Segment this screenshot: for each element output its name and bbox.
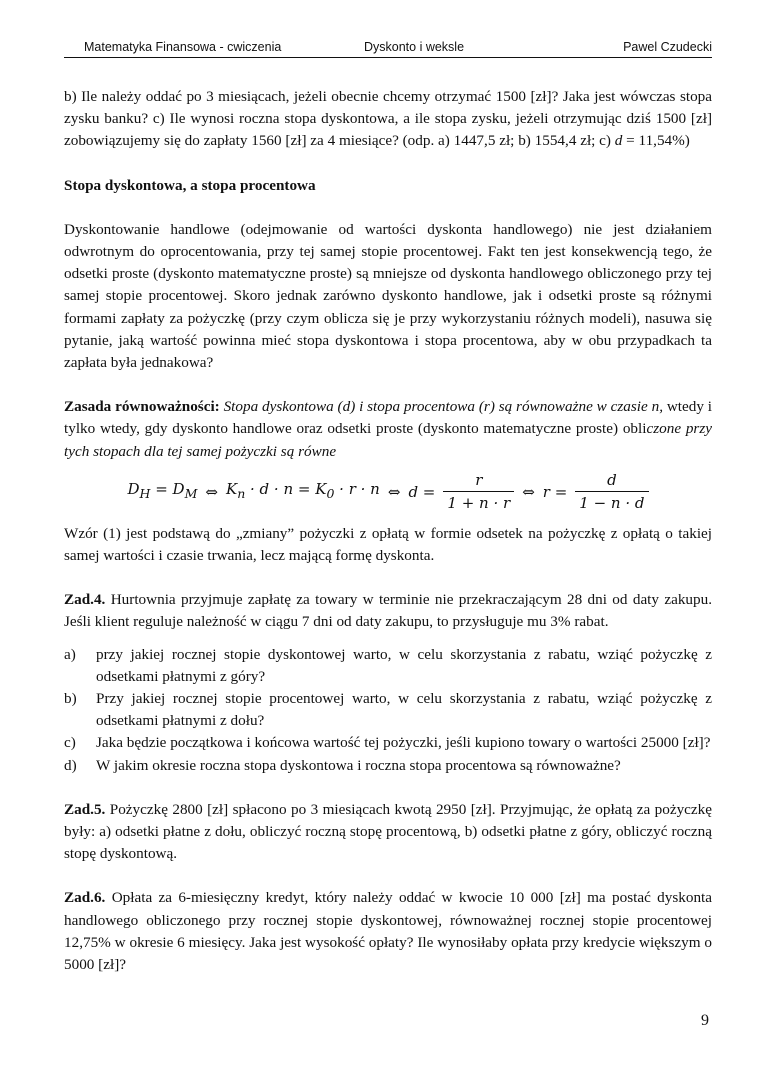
- task-4: Zad.4. Hurtownia przyjmuje zapłatę za towary w terminie nie przekraczającym 28 dni od daty zakupu. Jeśli klient reguluje należność w ciągu 7 dni od daty zakupu, to przysługuje mu 3% rabat.: [64, 591, 712, 631]
- task-4-subquestions: [64, 644, 712, 777]
- header-chapter-title: Dyskonto i weksle: [364, 40, 465, 54]
- fraction-d: $\frac{r}{1 + n \cdot r}$: [443, 469, 514, 514]
- header-author: Pawel Czudecki: [623, 40, 712, 54]
- equivalence-formula: $D_H = D_M$ ⇔ $K_n \cdot d \cdot n = K_0 \cdot r \cdot n$ ⇔ d = $\frac{r}{1 + n \cdot r}$ ⇔ r = $\frac{d}{1 - n \cdot d}$: [64, 467, 712, 517]
- page-number: 9: [701, 1012, 709, 1029]
- header-course-title: Matematyka Finansowa - cwiczenia: [84, 40, 282, 54]
- section-heading: Stopa dyskontowa, a stopa procentowa: [64, 176, 316, 194]
- document-body: [64, 86, 712, 976]
- list-item: a) przy jakiej rocznej stopie dyskontowej warto, w celu skorzystania z rabatu, wziąć pożyczkę z odsetkami płatnymi z góry?: [64, 645, 712, 685]
- list-item: c) Jaka będzie początkowa i końcowa wartość tej pożyczki, jeśli kupiono towary o wartości 25000 [zł]?: [64, 734, 711, 752]
- page-header: [64, 38, 712, 58]
- formula-note: Wzór (1) jest podstawą do „zmiany” pożyczki z opłatą w formie odsetek na pożyczkę z opłatą o takiej samej wartości i czasie trwania, lecz mającą formę dyskonta.: [64, 524, 712, 565]
- header-divider: [64, 57, 712, 58]
- list-item: b) Przy jakiej rocznej stopie procentowej warto, w celu skorzystania z rabatu, wziąć pożyczkę z odsetkami płatnymi z dołu?: [64, 690, 712, 730]
- intro-paragraph: b) Ile należy oddać po 3 miesiącach, jeżeli obecnie chcemy otrzymać 1500 [zł]? Jaka jest wówczas stopa zysku banku? c) Ile wynosi roczna stopa dyskontowa, a ile stopa zysku, jeżeli otrzymując dziś 1500 [zł] zobowiązujemy się do zapłaty 1560 [zł] za 4 miesiące? (odp. a) 1447,5 zł; b) 1554,4 zł; c) d = 11,54%): [64, 88, 712, 150]
- list-item: d) W jakim okresie roczna stopa dyskontowa i roczna stopa procentowa są równoważne?: [64, 756, 621, 774]
- task-6: Zad.6. Opłata za 6-miesięczny kredyt, który należy oddać w kwocie 10 000 [zł] ma postać dyskonta handlowego obliczonego przy rocznej stopie dyskontowej, równoważnej rocznej stopie procentowej 12,75% w okresie 6 miesięcy. Jaka jest wysokość opłaty? Ile wynosiłaby opłata przy kredycie większym o 5000 [zł]?: [64, 889, 712, 974]
- fraction-r: $\frac{d}{1 - n \cdot d}$: [575, 469, 648, 514]
- task-5: Zad.5. Pożyczkę 2800 [zł] spłacono po 3 miesiącach kwotą 2950 [zł]. Przyjmując, że opłatą za pożyczkę były: a) odsetki płatne z dołu, obliczyć roczną stopę procentową, b) odsetki płatne z góry, obliczyć roczną stopę dyskontową.: [64, 800, 712, 863]
- section-paragraph: Dyskontowanie handlowe (odejmowanie od wartości dyskonta handlowego) nie jest działaniem odwrotnym do oprocentowania, przy tej samej stopie procentowej. Fakt ten jest konsekwencją tego, że odsetki proste (dyskonto matematyczne proste) są mniejsze od dyskonta handlowego obliczonego przy tej samej stopie procentowej. Skoro jednak zarówno dyskonto handlowe, jak i odsetki proste są różnymi formami zapłaty za pożyczkę (przy czym oblicza się je przy wykorzystaniu różnych modeli), nasuwa się pytanie, jaką wartość powinna mieć stopa dyskontowa i stopa procentowa, aby w obu przypadkach ta zapłata była jednakowa?: [64, 220, 712, 372]
- equivalence-principle: Zasada równoważności: Stopa dyskontowa (d) i stopa procentowa (r) są równoważne w czasie n, wtedy i tylko wtedy, gdy dyskonto handlowe oraz odsetki proste (dyskonto matematyczne proste) obliczone przy tych stopach dla tej samej pożyczki są równe: [64, 398, 713, 460]
- equivalence-label: Zasada równoważności:: [64, 398, 220, 416]
